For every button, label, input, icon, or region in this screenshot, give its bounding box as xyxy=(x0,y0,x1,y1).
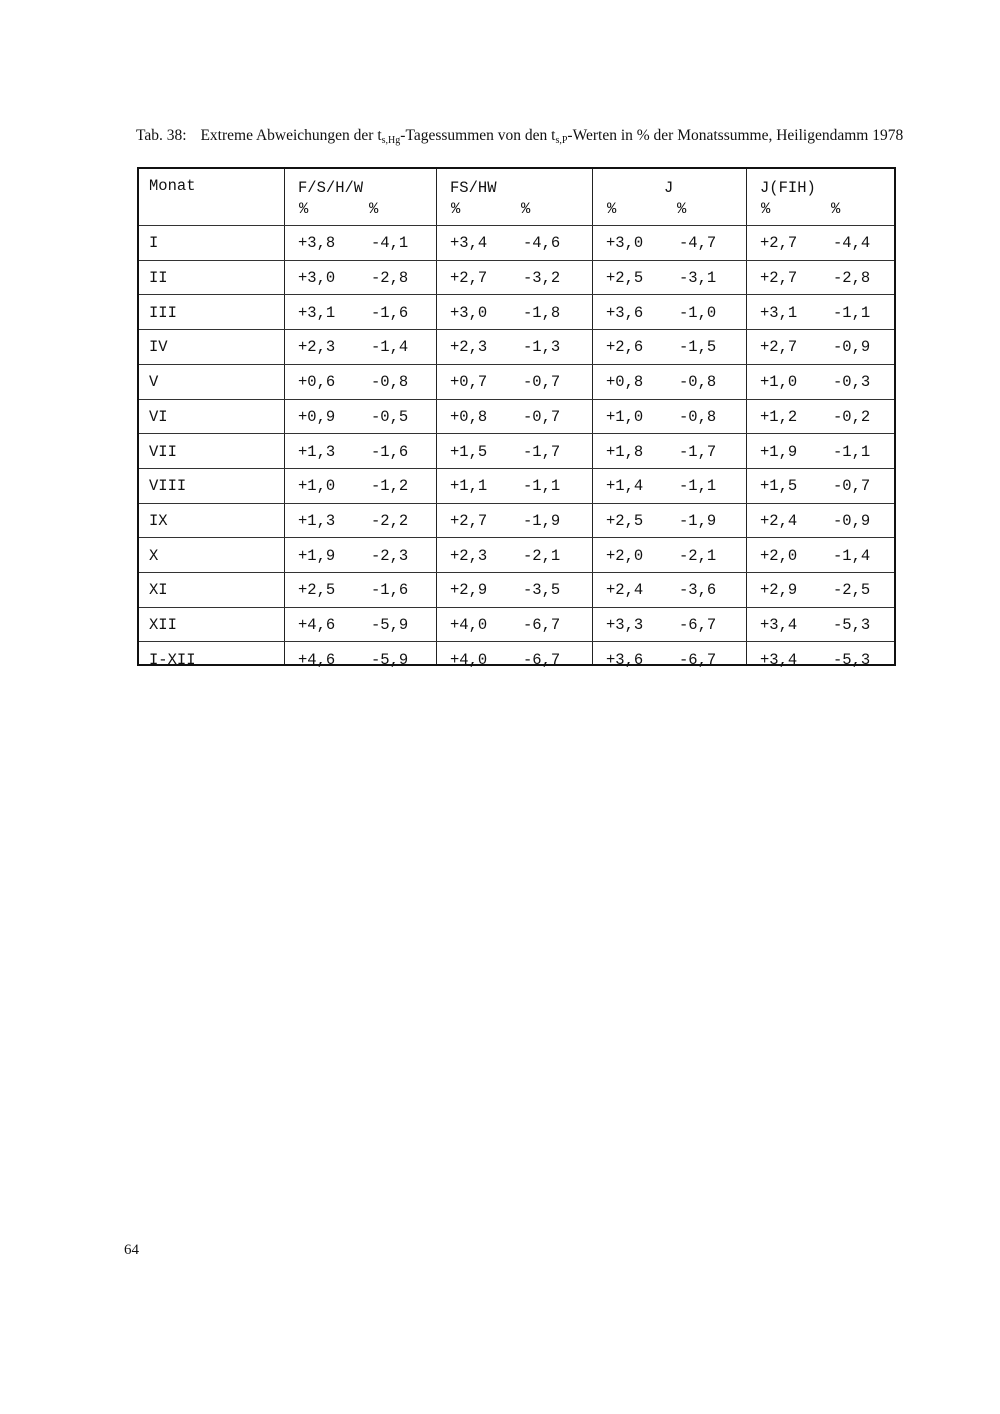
value-cell: +0,9 xyxy=(298,407,336,426)
value-cell: -0,7 xyxy=(523,373,561,392)
value-cell: -1,9 xyxy=(679,511,717,530)
table-row xyxy=(139,433,894,469)
value-cell: +0,6 xyxy=(298,373,336,392)
value-cell: -1,6 xyxy=(371,303,409,322)
value-cell: +3,0 xyxy=(606,234,644,253)
value-cell: -1,1 xyxy=(833,442,871,461)
value-cell: +3,0 xyxy=(298,269,336,288)
value-cell: -2,5 xyxy=(833,581,871,600)
value-cell: +3,4 xyxy=(450,234,488,253)
caption-subscript-2: s,P xyxy=(555,135,568,146)
value-cell: +2,3 xyxy=(450,338,488,357)
value-cell: +4,6 xyxy=(298,616,336,635)
value-cell: +2,4 xyxy=(760,511,798,530)
value-cell: +2,3 xyxy=(450,546,488,565)
value-cell: +3,4 xyxy=(760,650,798,669)
value-cell: +4,0 xyxy=(450,650,488,669)
value-cell: +2,5 xyxy=(606,511,644,530)
unit-header: % xyxy=(451,200,461,218)
value-cell: +2,3 xyxy=(298,338,336,357)
table-row xyxy=(139,607,894,643)
table-caption xyxy=(136,127,904,146)
table-row xyxy=(139,468,894,504)
month-cell: II xyxy=(149,269,168,288)
value-cell: -6,7 xyxy=(523,650,561,669)
caption-label: Tab. 38: xyxy=(136,127,187,144)
value-cell: -4,7 xyxy=(679,234,717,253)
value-cell: +0,8 xyxy=(606,373,644,392)
value-cell: +3,1 xyxy=(760,303,798,322)
caption-text-3: -Werten in % der Monatssumme, Heiligendamm 1978 xyxy=(567,127,904,144)
table-row xyxy=(139,572,894,608)
value-cell: -1,5 xyxy=(679,338,717,357)
table-row xyxy=(139,641,894,677)
table-row xyxy=(139,225,894,261)
caption-text-2: -Tagessummen von den t xyxy=(400,127,556,144)
value-cell: +3,6 xyxy=(606,303,644,322)
value-cell: -5,9 xyxy=(371,616,409,635)
month-cell: XII xyxy=(149,616,177,635)
group-header: J(FIH) xyxy=(760,179,816,197)
value-cell: -1,0 xyxy=(679,303,717,322)
unit-header: % xyxy=(761,200,771,218)
group-header: J xyxy=(664,179,674,197)
value-cell: -2,3 xyxy=(371,546,409,565)
value-cell: -2,8 xyxy=(371,269,409,288)
unit-header: % xyxy=(369,200,379,218)
unit-header: % xyxy=(607,200,617,218)
value-cell: +1,0 xyxy=(298,477,336,496)
month-cell: XI xyxy=(149,581,168,600)
value-cell: +2,4 xyxy=(606,581,644,600)
value-cell: -0,7 xyxy=(833,477,871,496)
value-cell: -0,9 xyxy=(833,338,871,357)
value-cell: -5,9 xyxy=(371,650,409,669)
value-cell: -1,1 xyxy=(523,477,561,496)
value-cell: -4,6 xyxy=(523,234,561,253)
table-row xyxy=(139,294,894,330)
value-cell: -0,9 xyxy=(833,511,871,530)
value-cell: -3,6 xyxy=(679,581,717,600)
value-cell: +3,1 xyxy=(298,303,336,322)
value-cell: +1,8 xyxy=(606,442,644,461)
table-row xyxy=(139,260,894,296)
value-cell: +2,9 xyxy=(450,581,488,600)
value-cell: -3,5 xyxy=(523,581,561,600)
value-cell: -1,4 xyxy=(833,546,871,565)
value-cell: +2,9 xyxy=(760,581,798,600)
value-cell: -1,3 xyxy=(523,338,561,357)
value-cell: +1,9 xyxy=(298,546,336,565)
value-cell: +1,9 xyxy=(760,442,798,461)
value-cell: -0,2 xyxy=(833,407,871,426)
value-cell: +1,4 xyxy=(606,477,644,496)
value-cell: -1,6 xyxy=(371,581,409,600)
value-cell: -6,7 xyxy=(679,650,717,669)
value-cell: -2,1 xyxy=(679,546,717,565)
value-cell: +2,7 xyxy=(760,234,798,253)
value-cell: -5,3 xyxy=(833,616,871,635)
month-cell: VIII xyxy=(149,477,187,496)
value-cell: +2,0 xyxy=(760,546,798,565)
month-cell: IX xyxy=(149,511,168,530)
value-cell: -3,2 xyxy=(523,269,561,288)
value-cell: +1,3 xyxy=(298,511,336,530)
table-row xyxy=(139,364,894,400)
value-cell: -5,3 xyxy=(833,650,871,669)
value-cell: +4,6 xyxy=(298,650,336,669)
page-number: 64 xyxy=(124,1242,139,1258)
value-cell: -0,7 xyxy=(523,407,561,426)
value-cell: -2,2 xyxy=(371,511,409,530)
value-cell: -2,8 xyxy=(833,269,871,288)
unit-header: % xyxy=(831,200,841,218)
value-cell: -4,4 xyxy=(833,234,871,253)
month-header: Monat xyxy=(149,177,196,195)
table-row xyxy=(139,329,894,365)
table-row xyxy=(139,503,894,539)
value-cell: +0,7 xyxy=(450,373,488,392)
table-header-row xyxy=(139,169,894,225)
value-cell: +1,1 xyxy=(450,477,488,496)
unit-header: % xyxy=(677,200,687,218)
value-cell: -1,7 xyxy=(679,442,717,461)
value-cell: +2,5 xyxy=(606,269,644,288)
value-cell: +1,5 xyxy=(450,442,488,461)
value-cell: -1,6 xyxy=(371,442,409,461)
value-cell: -0,8 xyxy=(371,373,409,392)
month-cell: X xyxy=(149,546,159,565)
value-cell: -3,1 xyxy=(679,269,717,288)
month-cell: V xyxy=(149,373,159,392)
data-table xyxy=(137,167,896,669)
value-cell: +1,2 xyxy=(760,407,798,426)
value-cell: +2,7 xyxy=(760,338,798,357)
value-cell: -1,8 xyxy=(523,303,561,322)
value-cell: +2,0 xyxy=(606,546,644,565)
value-cell: -2,1 xyxy=(523,546,561,565)
value-cell: -6,7 xyxy=(679,616,717,635)
month-cell: VI xyxy=(149,407,168,426)
value-cell: +2,7 xyxy=(450,511,488,530)
group-header: FS/HW xyxy=(450,179,497,197)
month-cell: VII xyxy=(149,442,177,461)
value-cell: -0,3 xyxy=(833,373,871,392)
month-cell: III xyxy=(149,303,177,322)
unit-header: % xyxy=(521,200,531,218)
value-cell: -6,7 xyxy=(523,616,561,635)
value-cell: +0,8 xyxy=(450,407,488,426)
value-cell: +1,3 xyxy=(298,442,336,461)
value-cell: -1,1 xyxy=(679,477,717,496)
group-header: F/S/H/W xyxy=(298,179,364,197)
month-cell: I-XII xyxy=(149,650,196,669)
table-row xyxy=(139,537,894,573)
unit-header: % xyxy=(299,200,309,218)
value-cell: -0,5 xyxy=(371,407,409,426)
month-cell: I xyxy=(149,234,159,253)
value-cell: -1,1 xyxy=(833,303,871,322)
table-row xyxy=(139,399,894,435)
value-cell: +2,7 xyxy=(760,269,798,288)
caption-subscript-1: s,Hg xyxy=(381,135,401,146)
value-cell: +2,6 xyxy=(606,338,644,357)
value-cell: -1,4 xyxy=(371,338,409,357)
value-cell: +3,6 xyxy=(606,650,644,669)
value-cell: +2,7 xyxy=(450,269,488,288)
value-cell: +3,3 xyxy=(606,616,644,635)
value-cell: +3,4 xyxy=(760,616,798,635)
value-cell: -4,1 xyxy=(371,234,409,253)
value-cell: +2,5 xyxy=(298,581,336,600)
value-cell: +3,8 xyxy=(298,234,336,253)
value-cell: +1,0 xyxy=(606,407,644,426)
value-cell: +3,0 xyxy=(450,303,488,322)
caption-text-1: Extreme Abweichungen der t xyxy=(200,127,382,144)
value-cell: +1,5 xyxy=(760,477,798,496)
value-cell: -0,8 xyxy=(679,407,717,426)
value-cell: -0,8 xyxy=(679,373,717,392)
value-cell: -1,2 xyxy=(371,477,409,496)
value-cell: +4,0 xyxy=(450,616,488,635)
value-cell: +1,0 xyxy=(760,373,798,392)
value-cell: -1,7 xyxy=(523,442,561,461)
month-cell: IV xyxy=(149,338,168,357)
value-cell: -1,9 xyxy=(523,511,561,530)
